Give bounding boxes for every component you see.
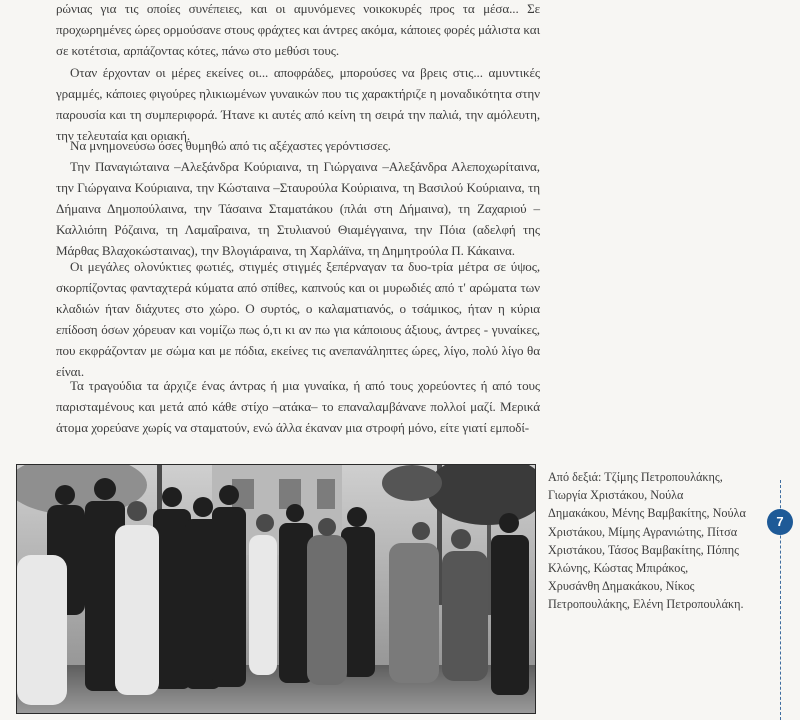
paragraph-4: Την Παναγιώταινα –Αλεξάνδρα Κούριαινα, τη Γιώργαινα –Αλεξάνδρα Αλεποχωρίταινα, την Γιώργαινα Κούριαινα, την Κώσταινα –Σταυρούλα Κούριαινα, τη Βασιλού Κούριαινα, τη Δήμαινα Δημοπούλαινα, την Τάσαινα Σταματάκου (πλάι στη Δήμαινα), τη Ζαχαριού –Καλλιόπη Ρόζαινα, τη Λαμαΐραινα, τη Στυλιανού Θιαμέγγαινα, την Πόια (αδελφή της Μάρθας Βλαχοκώσταινας), την Βλογιάραινα, τη Χαρλάϊνα, τη Δημητρούλα Π. Κάκαινα.: [56, 159, 540, 258]
caption-line: Χρυσάνθη Δημακάκου, Νίκος: [548, 579, 695, 594]
paragraph-5: Οι μεγάλες ολονύκτιες φωτιές, στιγμές στιγμές ξεπέρναγαν τα δυο-τρία μέτρα σε ύψος, σκορπίζοντας φανταχτερά κύματα από σπίθες, καπνούς και οι μυρωδιές από τ' αρώματα των κλαδιών ήταν διάχυτες στο χώρο. Ο συρτός, ο καλαματιανός, ο τσάμικος, ήταν η κύρια επίδοση όσων χόρευαν και νομίζω πως ό,τι κι αν πω για κάποιους άξιους, άντρες - γυναίκες, που εκφράζονταν με σώμα και με πόδια, εκείνες τις ανεπανάληπτες ώρες, λίγο, πολύ λίγο θα είναι.: [56, 259, 540, 379]
caption-line: Πετροπουλάκης, Ελένη Πετροπουλάκη.: [548, 597, 744, 612]
group-photo-illustration: [17, 465, 535, 713]
group-photo: [16, 464, 536, 714]
caption-line: Χριστάκου, Μίμης Αγρανιώτης, Πίτσα: [548, 524, 738, 539]
caption-line: Κλώνης, Κώστας Μπιράκος,: [548, 561, 689, 576]
caption-line: Δημακάκου, Μένης Βαμβακίτης, Νούλα: [548, 506, 746, 521]
caption-line: Γιωργία Χριστάκου, Νούλα: [548, 488, 684, 503]
caption-line: Από δεξιά: Τζίμης Πετροπουλάκης,: [548, 470, 723, 484]
photo-caption: [548, 468, 760, 614]
paragraph-6: Τα τραγούδια τα άρχιζε ένας άντρας ή μια γυναίκα, ή από τους χορεύοντες ή από τους παρισταμένους και μετά από κάθε στίχο –ατάκα– το επαναλαμβάνανε πολλοί μαζί. Μερικά άτομα χορεύανε χωρίς να σταματούν, ενώ άλλα έκαναν μια στροφή μόνο, είτε γιατί εμποδί-: [56, 378, 540, 435]
paragraph-3: Να μνημονεύσω όσες θυμηθώ από τις αξέχαστες γερόντισσες.: [70, 138, 391, 153]
paragraph-2: Οταν έρχονταν οι μέρες εκείνες οι... αποφράδες, μπορούσες να βρεις στις... αμυντικές γραμμές, κάποιες φιγούρες ηλικιωμένων γυναικών που τις χαρακτήριζε η μοναδικότητα στην παρουσία και τη συμπεριφορά. Ήτανε κι αυτές από κείνη τη σειρά την παλιά, την αμόλευτη, την τελευταία και οριακή.: [56, 65, 540, 143]
paragraph-1: ρώνιας για τις οποίες συνέπειες, και οι αμυνόμενες νοικοκυρές προς τα μέσα... Σε προχωρημένες ώρες ορμούσανε στους φράχτες και άντρες ακόμα, κάποιες φορές μάλιστα και σε κοτέτσια, αρπάζοντας κότες, πάνω στο μεθύσι τους.: [56, 1, 540, 58]
page-number-badge: 7: [767, 509, 793, 535]
caption-line: Χριστάκου, Τάσος Βαμβακίτης, Πόπης: [548, 542, 739, 557]
